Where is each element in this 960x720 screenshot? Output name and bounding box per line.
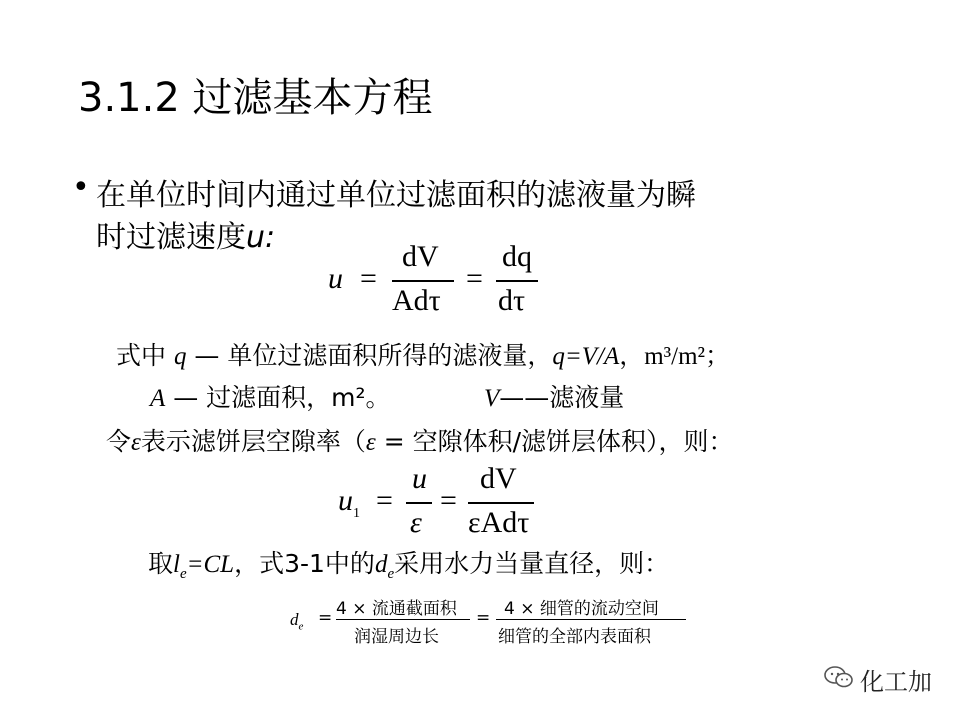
def-V-symbol: V: [484, 385, 500, 412]
eq1-denominator-1: Adτ: [392, 284, 441, 317]
bullet-line-2-text: 时过滤速度: [96, 220, 246, 255]
def-V-desc: ——滤液量: [499, 383, 625, 412]
eq2-lhs: $u_1$: [338, 484, 360, 521]
def-A-symbol: A: [150, 385, 166, 412]
eq2-fraction-bar-1: [406, 502, 432, 504]
eq1-fraction-bar-2: [496, 280, 538, 282]
eq3-equals-2: =: [476, 608, 491, 628]
bullet-line-2: [96, 212, 275, 256]
def-q-symbol: q: [173, 343, 187, 370]
porosity-desc-2: = 空隙体积/滤饼层体积），则：: [375, 427, 734, 456]
def-A-desc: — 过滤面积，m²。: [165, 383, 391, 412]
eq2-denominator-2: εAdτ: [468, 506, 530, 539]
epsilon-symbol-2: ε: [365, 429, 376, 456]
def-q-desc: — 单位过滤面积所得的滤液量，: [186, 341, 553, 370]
le-formula: =CL: [186, 551, 235, 578]
watermark-text: 化工加: [860, 668, 932, 696]
eq3-fraction-bar-1: [336, 619, 470, 620]
eq1-equals-1: =: [360, 262, 377, 295]
eq2-denominator-1: ε: [410, 506, 422, 539]
eq1-denominator-2: dτ: [498, 284, 526, 317]
definition-line-1: [116, 336, 730, 372]
eq2-fraction-bar-2: [468, 502, 534, 504]
take-suffix: 采用水力当量直径，则：: [394, 549, 670, 578]
take-prefix: 取: [148, 549, 174, 578]
epsilon-symbol: ε: [131, 429, 141, 456]
wechat-icon: [824, 665, 854, 695]
definition-line-2b: [484, 378, 624, 414]
eq1-equals-2: =: [466, 262, 483, 295]
eq2-equals-1: =: [376, 484, 393, 517]
de-symbol: $d_e$: [374, 551, 395, 582]
eq3-fraction-bar-2: [496, 619, 686, 620]
def-q-formula: q=V/A: [552, 343, 620, 370]
page-title: 3.1.2 过滤基本方程: [78, 75, 433, 121]
eq3-numerator-2: 4 × 细管的流动空间: [504, 599, 659, 619]
hydraulic-diameter-line: [148, 544, 669, 583]
eq3-denominator-2: 细管的全部内表面积: [498, 627, 651, 647]
def-q-unit: ，m³/m²；: [619, 343, 731, 370]
eq3-equals-1: =: [318, 608, 333, 628]
eq2-numerator-2: dV: [480, 462, 517, 495]
porosity-line: [106, 422, 734, 458]
eq3-lhs: $d_e$: [290, 610, 304, 633]
le-symbol: $l_e$: [173, 551, 187, 582]
porosity-desc: 表示滤饼层空隙率（: [140, 427, 366, 456]
eq1-numerator-1: dV: [402, 240, 439, 273]
bullet-dot: •: [72, 170, 90, 205]
definition-line-2: [150, 378, 391, 414]
eq3-denominator-1: 润湿周边长: [354, 627, 439, 647]
eq1-numerator-2: dq: [502, 240, 532, 273]
eq1-fraction-bar-1: [392, 280, 454, 282]
watermark: [824, 662, 932, 697]
eq1-lhs: u: [328, 262, 343, 295]
porosity-prefix: 令: [106, 427, 132, 456]
def-prefix: 式中: [116, 341, 174, 370]
bullet-line-1: 在单位时间内通过单位过滤面积的滤液量为瞬: [96, 178, 696, 213]
eq2-numerator-1: u: [412, 462, 427, 495]
eq2-equals-2: =: [440, 484, 457, 517]
eq3-numerator-1: 4 × 流通截面积: [336, 599, 457, 619]
velocity-variable: u:: [246, 220, 276, 255]
take-mid: ，式3-1中的: [234, 549, 375, 578]
